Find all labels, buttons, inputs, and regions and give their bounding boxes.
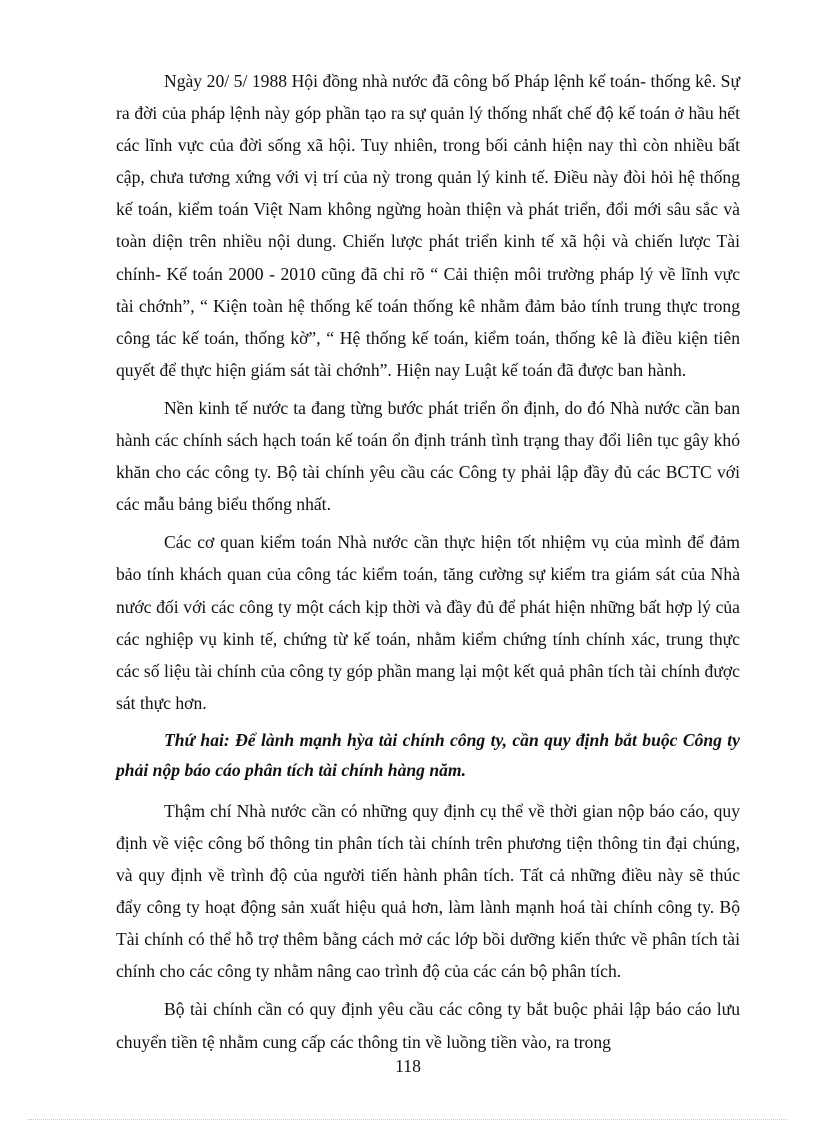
section-heading: Thứ hai: Để lành mạnh hỳa tài chính công ty, cần quy định bắt buộc Công ty phải nộp báo cáo phân tích tài chính hàng năm. (116, 729, 740, 780)
paragraph-reporting-rules: Thậm chí Nhà nước cần có những quy định cụ thể về thời gian nộp báo cáo, quy định về việc công bố thông tin phân tích tài chính trên phương tiện thông tin đại chúng, và quy định về trình độ của người tiến hành phân tích. Tất cả những điều này sẽ thúc đẩy công ty hoạt động sản xuất hiệu quả hơn, làm lành mạnh hoá tài chính công ty. Bộ Tài chính có thể hỗ trợ thêm bằng cách mở các lớp bồi dưỡng kiến thức về phân tích tài chính cho các công ty nhằm nâng cao trình độ của các cán bộ phân tích. (116, 800, 740, 982)
paragraph-cash-flow: Bộ tài chính cần có quy định yêu cầu các công ty bắt buộc phải lập báo cáo lưu chuyển tiền tệ nhằm cung cấp các thông tin về luồng tiền vào, ra trong (116, 999, 740, 1052)
paragraph-legal-history: Ngày 20/ 5/ 1988 Hội đồng nhà nước đã công bố Pháp lệnh kế toán- thống kê. Sự ra đời của pháp lệnh này góp phần tạo ra sự quản lý thống nhất chế độ kế toán ở hầu hết các lĩnh vực của đời sống xã hội. Tuy nhiên, trong bối cảnh hiện nay thì còn nhiều bất cập, chưa tương xứng với vị trí của nỳ trong quản lý kinh tế. Điều này đòi hỏi hệ thống kế toán, kiểm toán Việt Nam không ngừng hoàn thiện và phát triển, đổi mới sâu sắc và toàn diện trên nhiều nội dung. Chiến lược phát triển kinh tế xã hội và chiến lược Tài chính- Kế toán 2000 - 2010 cũng đã chỉ rõ “ Cải thiện môi trường pháp lý về lĩnh vực tài chớnh”, “ Kiện toàn hệ thống kế toán thống kê nhằm đảm bảo tính trung thực trong công tác kế toán, thống kờ”, “ Hệ thống kế toán, kiểm toán, thống kê là điều kiện tiên quyết để thực hiện giám sát tài chớnh”. Hiện nay Luật kế toán đã được ban hành. (116, 71, 740, 380)
page-content (116, 65, 740, 1064)
bottom-divider (28, 1119, 788, 1120)
paragraph-economic-stability: Nền kinh tế nước ta đang từng bước phát triển ổn định, do đó Nhà nước cần ban hành các chính sách hạch toán kế toán ổn định tránh tình trạng thay đổi liên tục gây khó khăn cho các công ty. Bộ tài chính yêu cầu các Công ty phải lập đầy đủ các BCTC với các mẫu bảng biểu thống nhất. (116, 397, 740, 515)
paragraph-state-audit: Các cơ quan kiểm toán Nhà nước cần thực hiện tốt nhiệm vụ của mình để đảm bảo tính khách quan của công tác kiểm toán, tăng cường sự kiểm tra giám sát của Nhà nước đối với các công ty một cách kịp thời và đầy đủ để phát hiện những bất hợp lý của các nghiệp vụ kinh tế, chứng từ kế toán, nhằm kiểm chứng tính chính xác, trung thực các số liệu tài chính của công ty góp phần mang lại một kết quả phân tích tài chính được sát thực hơn. (116, 532, 740, 713)
page-number: 118 (395, 1056, 421, 1076)
